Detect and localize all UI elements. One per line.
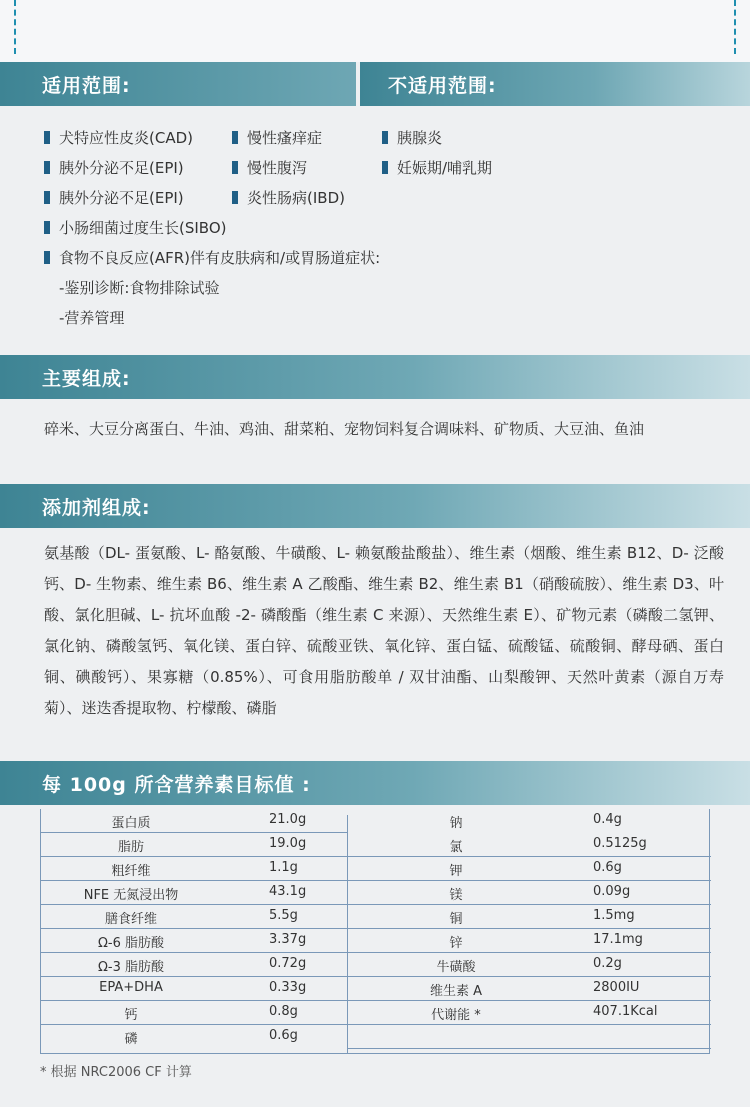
table-row: 氯 0.5125g: [449, 836, 647, 855]
table-row: Ω-3 脂肪酸 0.72g: [41, 953, 347, 977]
additives-header: [0, 484, 750, 528]
not-applicable-header: [360, 62, 750, 106]
table-row: 维生素 A 2800IU: [429, 980, 640, 999]
footnote: * 根据 NRC2006 CF 计算: [40, 1065, 192, 1080]
applicable-header: [0, 62, 356, 106]
table-row: 粗纤维 1.1g: [41, 857, 347, 881]
applicable-item: 慢性腹泻: [232, 158, 307, 178]
table-row: 蛋白质 21.0g: [41, 809, 347, 833]
table-row: 镁 0.09g: [449, 884, 631, 903]
applicable-item: 胰外分泌不足(EPI): [44, 158, 184, 178]
table-row: Ω-6 脂肪酸 3.37g: [41, 929, 347, 953]
table-row: 磷 0.6g: [124, 1028, 298, 1047]
applicable-item: 小肠细菌过度生长(SIBO): [44, 218, 226, 238]
bullet-icon: [44, 221, 50, 234]
additives-text: 氨基酸（DL- 蛋氨酸、L- 酪氨酸、牛磺酸、L- 赖氨酸盐酸盐）、维生素（烟酸、维生素 B12、D- 泛酸钙、D- 生物素、维生素 B6、维生素 A 乙酸酯、维生素 B2、维生素 B1（硝酸硫胺）、维生素 D3、叶酸、氯化胆碱、L- 抗坏血酸 -2- 磷酸酯（维生素 C 来源）、天然维生素 E）、矿物元素（磷酸二氢钾、氯化钠、磷酸氢钙、氧化镁、蛋白锌、硫酸亚铁、氧化锌、蛋白锰、硫酸锰、硫酸铜、酵母硒、蛋白铜、碘酸钙）、果寡糖（0.85%）、可食用脂肪酸单 / 双甘油酯、山梨酸钾、天然叶黄素（源自万寿菊）、迷迭香提取物、柠檬酸、磷脂: [44, 544, 724, 717]
table-row: 锌 17.1mg: [449, 932, 643, 951]
table-row: EPA+DHA 0.33g: [41, 977, 347, 1001]
table-row: 钙 0.8g: [41, 1001, 347, 1025]
applicable-subitem: -鉴别诊断:食物排除试验: [59, 279, 220, 297]
bullet-icon: [232, 131, 238, 144]
table-row: 钠 0.4g: [449, 812, 622, 831]
nutrients-header: [0, 761, 750, 805]
ingredients-title: 主要组成:: [42, 368, 131, 390]
ingredients-header: [0, 355, 750, 399]
applicable-title: 适用范围:: [42, 75, 131, 97]
table-row: NFE 无氮浸出物 43.1g: [41, 881, 347, 905]
applicable-item: 犬特应性皮炎(CAD): [44, 128, 193, 148]
bullet-icon: [232, 191, 238, 204]
applicable-item: 胰外分泌不足(EPI): [44, 188, 184, 208]
table-row: 牛磺酸 0.2g: [436, 956, 622, 975]
table-row: 代谢能 * 407.1Kcal: [431, 1004, 658, 1023]
not-applicable-title: 不适用范围:: [388, 75, 497, 97]
table-row: 铜 1.5mg: [449, 908, 635, 927]
applicable-subitem: -营养管理: [59, 309, 125, 327]
table-row-right: [347, 1025, 711, 1049]
bullet-icon: [382, 131, 388, 144]
bullet-icon: [44, 191, 50, 204]
nutrients-title: 每 100g 所含营养素目标值 :: [42, 774, 311, 796]
additives-title: 添加剂组成:: [42, 497, 151, 519]
not-applicable-item: 妊娠期/哺乳期: [382, 158, 492, 178]
bullet-icon: [44, 251, 50, 264]
applicable-item: 食物不良反应(AFR)伴有皮肤病和/或胃肠道症状:: [44, 248, 380, 268]
ingredients-text: 碎米、大豆分离蛋白、牛油、鸡油、甜菜粕、宠物饲料复合调味料、矿物质、大豆油、鱼油: [44, 420, 645, 438]
bullet-icon: [44, 131, 50, 144]
dashed-border-right: [734, 0, 736, 54]
applicable-item: 炎性肠病(IBD): [232, 188, 345, 208]
not-applicable-item: 胰腺炎: [382, 128, 442, 148]
bullet-icon: [44, 161, 50, 174]
dashed-border-left: [14, 0, 16, 54]
bullet-icon: [382, 161, 388, 174]
top-strip: [0, 0, 750, 62]
table-row: 脂肪 19.0g: [41, 833, 347, 857]
applicable-item: 慢性瘙痒症: [232, 128, 322, 148]
bullet-icon: [232, 161, 238, 174]
table-row: 钾 0.6g: [449, 860, 622, 879]
table-row: 膳食纤维 5.5g: [41, 905, 347, 929]
nutrient-table: [40, 809, 710, 1054]
